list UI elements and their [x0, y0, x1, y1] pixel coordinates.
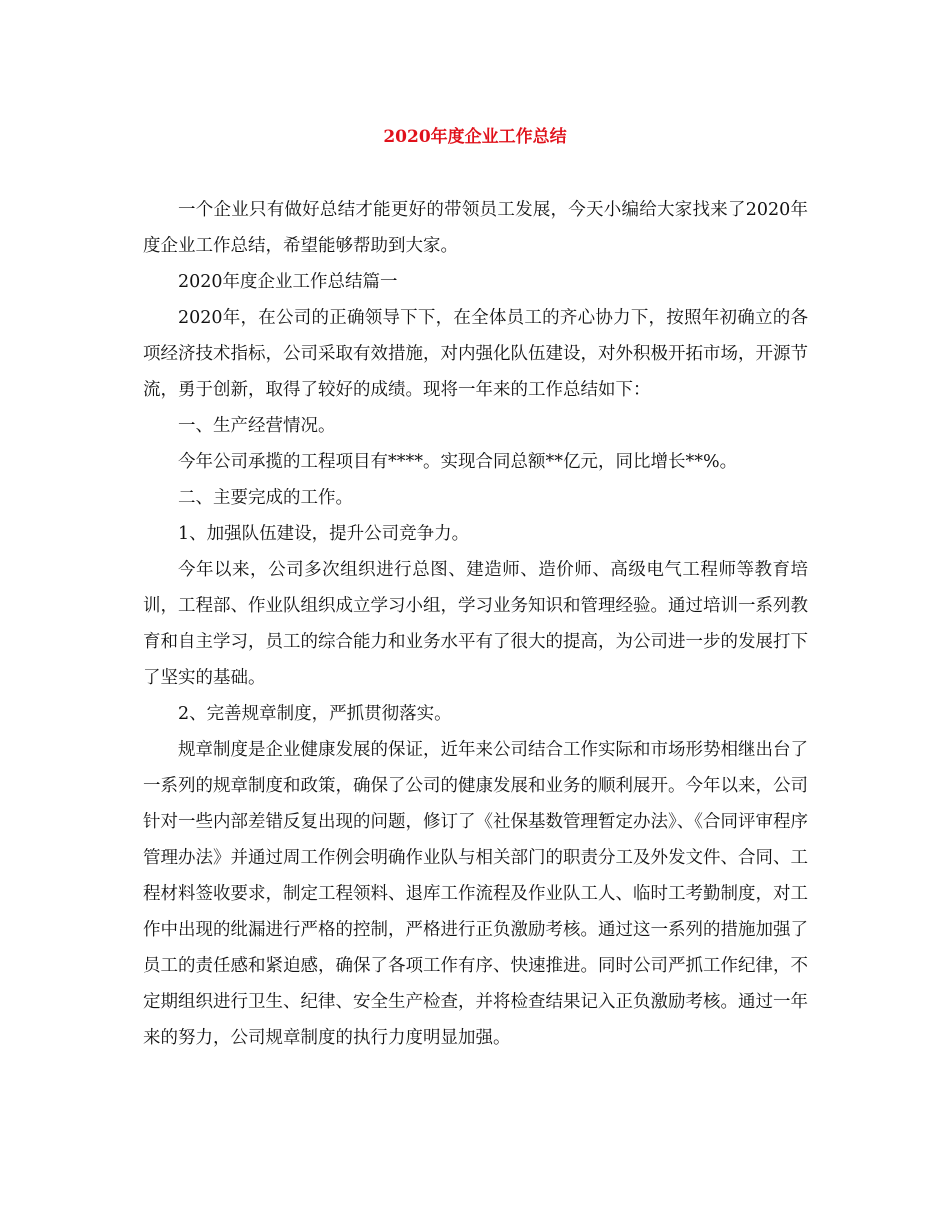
intro-paragraph: 一个企业只有做好总结才能更好的带领员工发展，今天小编给大家找来了2020年度企业工作总结，希望能够帮助到大家。: [143, 200, 808, 256]
section-heading: 二、主要完成的工作。: [178, 488, 353, 508]
document-title: 2020年度企业工作总结: [383, 127, 567, 147]
subsection-heading: 1、加强队伍建设，提升公司竞争力。: [178, 524, 470, 544]
document-body: [143, 192, 808, 1056]
body-paragraph: 今年公司承揽的工程项目有****。实现合同总额**亿元，同比增长**%。: [178, 452, 738, 472]
body-paragraph: 今年以来，公司多次组织进行总图、建造师、造价师、高级电气工程师等教育培训，工程部、作业队组织成立学习小组，学习业务知识和管理经验。通过培训一系列教育和自主学习，员工的综合能力和业务水平有了很大的提高，为公司进一步的发展打下了坚实的基础。: [143, 560, 808, 688]
subsection-heading: 2、完善规章制度，严抓贯彻落实。: [178, 704, 452, 724]
section-heading: 一、生产经营情况。: [178, 416, 336, 436]
body-paragraph: 规章制度是企业健康发展的保证，近年来公司结合工作实际和市场形势相继出台了一系列的规章制度和政策，确保了公司的健康发展和业务的顺利展开。今年以来，公司针对一些内部差错反复出现的问题，修订了《社保基数管理暂定办法》、《合同评审程序管理办法》并通过周工作例会明确作业队与相关部门的职责分工及外发文件、合同、工程材料签收要求，制定工程领料、退库工作流程及作业队工人、临时工考勤制度，对工作中出现的纰漏进行严格的控制，严格进行正负激励考核。通过这一系列的措施加强了员工的责任感和紧迫感，确保了各项工作有序、快速推进。同时公司严抓工作纪律，不定期组织进行卫生、纪律、安全生产检查，并将检查结果记入正负激励考核。通过一年来的努力，公司规章制度的执行力度明显加强。: [143, 740, 808, 1048]
body-paragraph: 2020年，在公司的正确领导下下，在全体员工的齐心协力下，按照年初确立的各项经济技术指标，公司采取有效措施，对内强化队伍建设，对外积极开拓市场，开源节流，勇于创新，取得了较好的成绩。现将一年来的工作总结如下：: [143, 308, 808, 400]
section-heading: 2020年度企业工作总结篇一: [178, 272, 398, 292]
